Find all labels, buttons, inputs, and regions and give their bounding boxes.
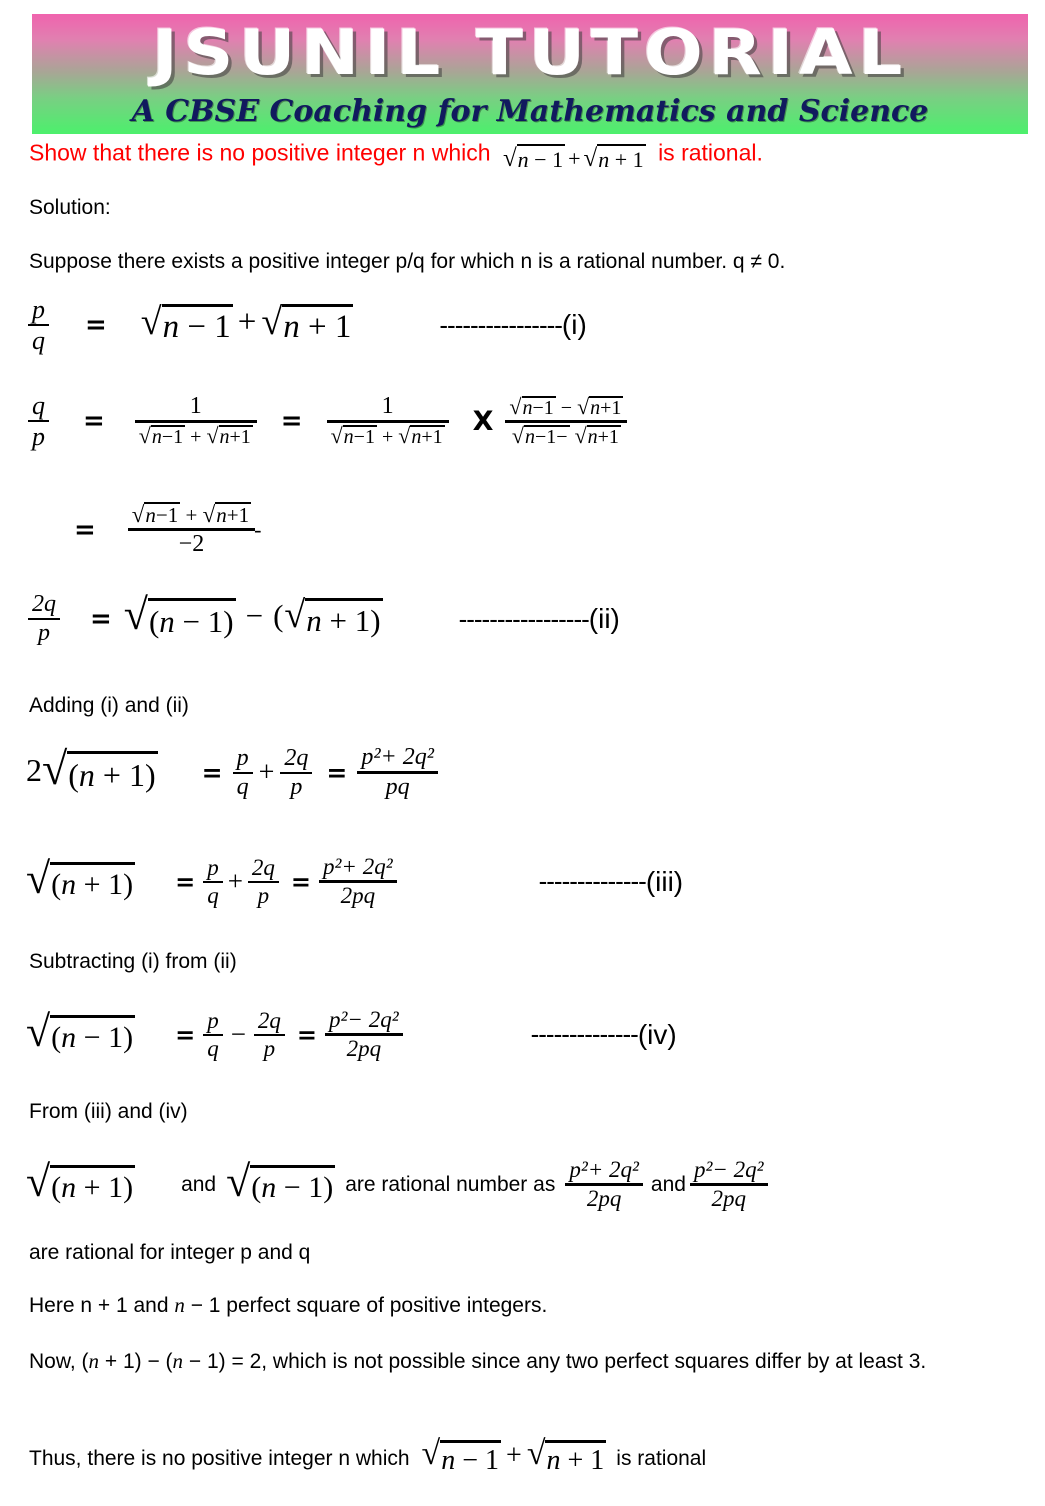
banner-subtitle: A CBSE Coaching for Mathematics and Science — [131, 94, 929, 129]
fraction-numerator: 2q — [32, 591, 56, 617]
fraction-2q-over-p — [254, 1009, 285, 1061]
fraction-2q-over-p — [280, 746, 312, 800]
eq7-dashes: -------------- — [530, 1019, 638, 1050]
equals-sign-2: = — [290, 867, 312, 896]
now-line-italic-n-2: n — [172, 1349, 184, 1373]
here-line-part-a: Here n + 1 and — [29, 1294, 175, 1317]
fraction-p-over-q — [233, 746, 253, 800]
question-title — [29, 139, 763, 172]
eq1-plus: + — [237, 304, 257, 341]
equals-sign-2: = — [326, 758, 348, 788]
eq1-radicand-a-op: − — [187, 309, 207, 346]
fraction-denominator: pq — [385, 774, 410, 801]
fraction-q-over-p — [28, 392, 49, 451]
fraction-p-over-q — [203, 1009, 223, 1061]
fraction-sum-over-minus-two — [128, 502, 255, 557]
fraction-denominator: −2 — [178, 531, 205, 558]
fraction-denominator: √n−1 + √n+1 — [138, 423, 251, 449]
question-expression: √ n − 1 + √ n + 1 — [502, 144, 644, 172]
fraction-denominator: p — [32, 422, 45, 452]
fraction-denominator: 2pq — [586, 1186, 622, 1212]
fraction-numerator: p²+ 2q² — [323, 854, 393, 879]
fraction-denominator: p — [38, 620, 50, 647]
minus-sign: − — [230, 1019, 246, 1050]
equals-sign: = — [201, 758, 223, 788]
fraction-psq-minus-2qsq-over-2pq — [690, 1158, 768, 1211]
multiplication-sign: X — [472, 405, 494, 437]
eq1-radicand-a-num: 1 — [214, 309, 231, 346]
fraction-denominator: √n−1 + √n+1 — [330, 423, 443, 449]
equals-sign: = — [175, 1020, 196, 1049]
fraction-denominator: q — [32, 326, 45, 356]
equation-6: √ (n + 1) = $\frac{p}{q}$ + $\frac{2q}{p}$ = $\frac{\text{p²+ 2q²}}{2pq}$ -------------- (iii) — [26, 853, 684, 909]
eq5-coefficient: 2 — [26, 752, 42, 789]
fraction-psq-plus-2qsq-over-2pq — [319, 855, 397, 908]
question-text-after: is rational. — [658, 139, 763, 166]
fraction-denominator: √n−1− √n+1 — [511, 422, 619, 448]
fraction-psq-plus-2qsq-over-pq — [357, 745, 438, 800]
equation-8: √ (n + 1) and √ (n − 1) are rational number as $\frac{\text{p²+ 2q²}}{2pq}$ and $\frac{\text{p²− 2q²}}{2pq}$ — [26, 1158, 768, 1211]
eq1-radicand-a-var: n — [162, 309, 180, 346]
fraction-numerator: p — [236, 744, 249, 771]
plus-sign: + — [258, 756, 275, 788]
rational-line: are rational for integer p and q — [29, 1241, 311, 1264]
equation-7: √ (n − 1) = $\frac{p}{q}$ − $\frac{2q}{p}$ = $\frac{\text{p²− 2q²}}{2pq}$ -------------- (iv) — [26, 1006, 677, 1062]
thus-text-after: is rational — [616, 1446, 707, 1470]
eq1-tag: (i) — [561, 309, 587, 341]
eq7-tag: (iv) — [637, 1018, 677, 1050]
eq1-dashes: ---------------- — [439, 309, 562, 340]
here-line — [29, 1293, 547, 1318]
suppose-line: Suppose there exists a positive integer p/q for which n is a rational number. q ≠ 0. — [29, 250, 786, 273]
fraction-numerator: 2q — [284, 744, 309, 771]
fraction-denominator: q — [207, 882, 219, 908]
fraction-denominator: p — [257, 882, 270, 908]
site-banner — [32, 14, 1028, 134]
equation-3 — [74, 502, 261, 557]
fraction-numerator: 2q — [257, 1007, 281, 1033]
equation-4: $\frac{2q}{p}$ = √ (n − 1) − ( √ n + 1) ----------------- (ii) — [28, 592, 620, 646]
eq4-dashes: ----------------- — [458, 603, 589, 634]
here-line-italic-n: n — [174, 1293, 185, 1317]
equals-sign: = — [74, 514, 96, 545]
fraction-numerator: 2q — [251, 854, 275, 880]
fraction-denominator: 2pq — [711, 1186, 746, 1212]
eq6-tag: (iii) — [645, 865, 684, 897]
eq6-dashes: -------------- — [538, 866, 646, 897]
eq8-and-2: and — [650, 1172, 686, 1196]
now-line-part-a: Now, ( — [29, 1350, 89, 1373]
equals-sign: = — [175, 867, 196, 896]
adding-label: Adding (i) and (ii) — [29, 694, 189, 717]
eq8-and-1: and — [181, 1172, 217, 1196]
fraction-2q-over-p — [28, 592, 60, 646]
fraction-numerator: q — [32, 391, 45, 420]
banner-title: JSUNIL TUTORIAL — [151, 16, 909, 89]
fraction-numerator: p — [207, 1007, 219, 1033]
equation-1: $\frac{p}{q}$ = √ n − 1 + √ n + 1 ---------------- (i) — [28, 296, 587, 355]
solution-label: Solution: — [29, 196, 111, 219]
fraction-2q-over-p — [248, 856, 279, 908]
fraction-p-over-q — [203, 856, 223, 908]
equals-sign-2: = — [296, 1020, 318, 1049]
thus-text-before: Thus, there is no positive integer n which — [29, 1446, 410, 1470]
fraction-psq-minus-2qsq-over-2pq — [325, 1008, 403, 1061]
fraction-numerator: p²+ 2q² — [361, 744, 434, 770]
equation-2 — [28, 392, 627, 451]
eq1-radicand-b-op: + — [308, 309, 327, 346]
subtracting-label: Subtracting (i) from (ii) — [29, 950, 237, 973]
fraction-numerator: p — [32, 295, 45, 324]
trailing-dash: - — [254, 516, 262, 542]
fraction-p-over-q — [28, 296, 49, 355]
eq8-middle-text: are rational number as — [345, 1172, 556, 1196]
equals-sign-2: = — [280, 406, 303, 437]
fraction-numerator: p — [207, 854, 219, 880]
eq4-tag: (ii) — [588, 603, 620, 635]
fraction-numerator: p²− 2q² — [329, 1007, 399, 1032]
now-line-part-b: + 1) − ( — [99, 1350, 173, 1373]
fraction-one-over-sum-2 — [327, 394, 449, 448]
fraction-conjugate — [505, 395, 627, 448]
fraction-numerator: p²+ 2q² — [569, 1157, 639, 1182]
fraction-numerator: 1 — [189, 393, 202, 420]
fraction-denominator: q — [207, 1035, 219, 1061]
plus-sign: + — [227, 866, 243, 897]
fraction-one-over-sum-1 — [135, 394, 257, 448]
equals-sign: = — [90, 604, 112, 635]
fraction-denominator: q — [236, 773, 249, 800]
now-line-italic-n-1: n — [88, 1349, 100, 1373]
fraction-numerator: 1 — [381, 393, 394, 420]
eq1-radicand-b-var: n — [283, 309, 300, 346]
fraction-numerator: √n−1 − √n+1 — [509, 393, 622, 419]
equation-5: 2 √ (n + 1) = $\frac{p}{q}$ + $\frac{2q}{p}$ = $\frac{\text{p²+ 2q²}}{pq}$ — [26, 745, 438, 800]
here-line-part-b: − 1 perfect square of positive integers. — [184, 1294, 548, 1317]
fraction-numerator: p²− 2q² — [693, 1157, 764, 1182]
now-line-part-c: − 1) = 2, which is not possible since any two perfect squares differ by at least 3. — [183, 1350, 927, 1373]
equals-sign: = — [85, 310, 107, 341]
equals-sign: = — [83, 406, 105, 437]
fraction-denominator: p — [263, 1035, 276, 1061]
question-text-before: Show that there is no positive integer n which — [29, 139, 491, 166]
now-line — [29, 1345, 994, 1379]
eq1-radicand-b-num: 1 — [334, 309, 352, 346]
fraction-psq-plus-2qsq-over-2pq — [565, 1158, 643, 1211]
fraction-denominator: 2pq — [340, 883, 376, 909]
fraction-denominator: 2pq — [346, 1036, 382, 1062]
fraction-denominator: p — [290, 773, 303, 800]
fraction-numerator: √n−1 + √n+1 — [131, 502, 250, 527]
from-label: From (iii) and (iv) — [29, 1100, 188, 1123]
thus-line: Thus, there is no positive integer n which √ n − 1 + √ n + 1 is rational — [29, 1435, 707, 1476]
